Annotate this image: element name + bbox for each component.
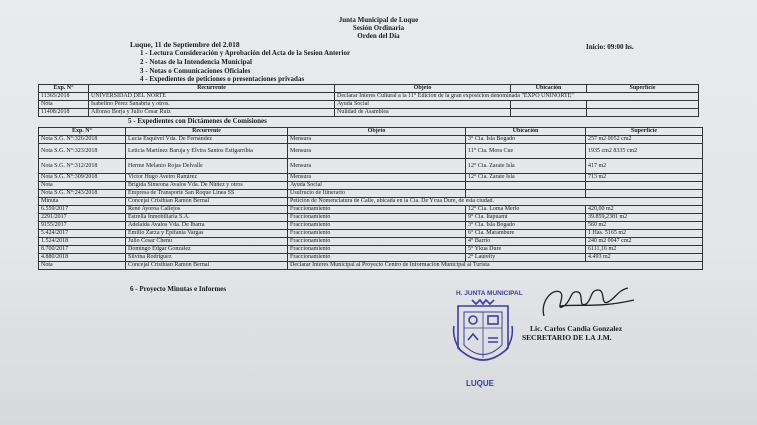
cell-objeto: Fraccionamiento — [288, 254, 466, 262]
cell-exp: Nota S.G. N°:326/2018 — [39, 136, 126, 144]
cell-ubicacion: 12° Cia. Zarate Isla — [466, 174, 586, 182]
cell-ubicacion: 12° Cia. Loma Merlo — [466, 206, 586, 214]
table-row — [39, 190, 703, 198]
cell-recurrente: Isabelino Pérez Sanabria y otros. — [89, 101, 335, 109]
table-row — [39, 136, 703, 144]
cell-ubicacion — [466, 190, 586, 198]
signatory-title: SECRETARIO DE LA J.M. — [522, 333, 612, 342]
cell-objeto: Fraccionamiento — [288, 230, 466, 238]
agenda-item-3: 3 - Notas o Comunicaciones Oficiales — [140, 67, 251, 75]
agenda-item-6: 6 - Proyecto Minutas e Informes — [130, 285, 227, 293]
table-header-row — [39, 85, 699, 93]
stamp-bottom-text: LUQUE — [466, 379, 494, 388]
table-row — [39, 214, 703, 222]
cell-superficie: 417 m2 — [586, 159, 703, 174]
cell-ubicacion: 3° Cia. Isla Bogado — [466, 222, 586, 230]
cell-ubicacion: 12° Cia. Zarate Isla — [466, 159, 586, 174]
table-row — [39, 182, 703, 190]
column-header: Exp. N° — [39, 128, 126, 136]
cell-objeto: Declarar Interes Cultural a la 11° Edicion de la gran exposicion denominada "EXPO UNINORTE" — [335, 93, 699, 101]
cell-objeto: Fraccionamiento — [288, 214, 466, 222]
session-type: Sesión Ordinaria — [352, 24, 405, 32]
column-header: Exp. N° — [39, 85, 89, 93]
cell-objeto: Mensura — [288, 136, 466, 144]
table-row — [39, 144, 703, 159]
cell-superficie: 560 m2 — [586, 222, 703, 230]
cell-objeto: Usufructo de Itinerario — [288, 190, 466, 198]
table-row — [39, 159, 703, 174]
agenda-item-5: 5 - Expedientes con Dictámenes de Comisiones — [128, 117, 267, 125]
cell-recurrente: Brigida Simeona Avalos Vda. De Núñez y otros — [126, 182, 288, 190]
cell-superficie: 6111,16 m2 — [586, 246, 703, 254]
cell-ubicacion — [466, 182, 586, 190]
column-header: Objeto — [288, 128, 466, 136]
cell-superficie: 39.859,2381 m2 — [586, 214, 703, 222]
cell-recurrente: Herme Melanio Rojas Delvalle — [126, 159, 288, 174]
table-row — [39, 238, 703, 246]
private-petitions-table — [38, 84, 699, 117]
agenda-item-1: 1 - Lectura Consideración y Aprobación del Acta de la Sesion Anterior — [140, 49, 351, 57]
cell-superficie: 4.493 m2 — [586, 254, 703, 262]
cell-objeto: Mensura — [288, 159, 466, 174]
table-row — [39, 262, 703, 270]
cell-exp: Nota S.G. N°:309/2018 — [39, 174, 126, 182]
cell-superficie — [586, 182, 703, 190]
table-row — [39, 230, 703, 238]
table-header-row — [39, 128, 703, 136]
cell-ubicacion: 6° Cia. Marambure — [466, 230, 586, 238]
cell-ubicacion: 5° Ykua Dure — [466, 246, 586, 254]
cell-superficie — [586, 190, 703, 198]
cell-recurrente: Emilio Zarza y Epifania Vargas — [126, 230, 288, 238]
column-header: Recurrente — [89, 85, 335, 93]
column-header: Superficie — [586, 128, 703, 136]
cell-objeto: Fraccionamiento — [288, 238, 466, 246]
cell-exp: Nota — [39, 262, 126, 270]
cell-recurrente: Concejal Cristhian Ramón Bernal — [126, 198, 288, 206]
cell-ubicacion: 4° Barrio — [466, 238, 586, 246]
agenda-item-4: 4 - Expedientes de peticiones o presentaciones privadas — [140, 75, 305, 83]
cell-recurrente: Empresa de Transporte San Roque Linea SS — [126, 190, 288, 198]
cell-exp: 1.524/2018 — [39, 238, 126, 246]
cell-objeto: Fraccionamiento — [288, 206, 466, 214]
cell-recurrente: UNIVERSIDAD DEL NORTE — [89, 93, 335, 101]
cell-exp: Nota — [39, 101, 89, 109]
table-row — [39, 101, 699, 109]
cell-objeto: Mensura — [288, 144, 466, 159]
cell-superficie: 240 m2 0047 cm2 — [586, 238, 703, 246]
column-header: Ubicación — [511, 85, 587, 93]
table-row — [39, 222, 703, 230]
cell-exp: Nota S.G. N°:312/2018 — [39, 159, 126, 174]
cell-objeto: Fraccionamiento — [288, 222, 466, 230]
cell-objeto: Fraccionamiento — [288, 246, 466, 254]
cell-objeto: Nulidad de Asamblea — [335, 109, 511, 117]
committee-reports-table — [38, 127, 703, 270]
cell-exp: Nota — [39, 182, 126, 190]
cell-ubicacion: 11° Cia. Mora Cue — [466, 144, 586, 159]
cell-exp: Nota S.G. N°:323/2018 — [39, 144, 126, 159]
cell-exp: 4.880/2018 — [39, 254, 126, 262]
table-row — [39, 254, 703, 262]
cell-superficie: 713 m2 — [586, 174, 703, 182]
column-header: Objeto — [335, 85, 511, 93]
cell-ubicacion: 9° Cia. Itapuami — [466, 214, 586, 222]
cell-objeto: Declarar Interes Municipal al Proyecto Centro de Información Municipal al Turista — [288, 262, 703, 270]
cell-recurrente: Julio Cesar Chenu — [126, 238, 288, 246]
document-heading: Junta Municipal de Luque — [338, 16, 419, 24]
handwritten-signature — [530, 282, 640, 322]
cell-exp: 11408/2018 — [39, 109, 89, 117]
cell-ubicacion: 3° Cia. Isla Bogado — [466, 136, 586, 144]
signatory-name: Lic. Carlos Candia Gonzalez — [530, 324, 623, 333]
cell-exp: 5.424/2017 — [39, 230, 126, 238]
cell-objeto: Ayuda Social — [288, 182, 466, 190]
cell-superficie: 1 Has. 5165 m2 — [586, 230, 703, 238]
municipal-seal-icon — [452, 296, 514, 378]
cell-exp: 9155/2017 — [39, 222, 126, 230]
cell-recurrente: Concejal Cristhian Ramón Bernal — [126, 262, 288, 270]
cell-exp: Nota S.G. N°:243/2018 — [39, 190, 126, 198]
cell-recurrente: Lucia Esquivel Vda. De Fernández — [126, 136, 288, 144]
table-row — [39, 206, 703, 214]
cell-objeto: Ayuda Social — [335, 101, 511, 109]
agenda-item-2: 2 - Notas de la Intendencia Municipal — [140, 58, 253, 66]
cell-recurrente: Estrella Inmobiliaria S.A. — [126, 214, 288, 222]
agenda-title: Orden del Día — [357, 32, 400, 40]
stamp-top-text: H. JUNTA MUNICIPAL — [456, 290, 523, 297]
cell-superficie: 1935 cm2 8335 cm2 — [586, 144, 703, 159]
cell-ubicacion — [511, 109, 587, 117]
cell-superficie: 420,00 m2 — [586, 206, 703, 214]
column-header: Recurrente — [126, 128, 288, 136]
cell-recurrente: René Ayoroa Callejos — [126, 206, 288, 214]
column-header: Superficie — [587, 85, 699, 93]
table-row — [39, 246, 703, 254]
table-row — [39, 198, 703, 206]
start-time: Inicio: 09:00 hs. — [586, 43, 634, 51]
cell-recurrente: Leticia Martínez Baruja y Elvira Santos Estigarribia — [126, 144, 288, 159]
cell-recurrente: Domingo Edgar González — [126, 246, 288, 254]
cell-recurrente: Alfonso Borja y Julio Cesar Ruiz — [89, 109, 335, 117]
table-row — [39, 109, 699, 117]
cell-recurrente: Silvina Rodriguez — [126, 254, 288, 262]
cell-ubicacion — [511, 101, 587, 109]
cell-exp: Minuta — [39, 198, 126, 206]
date-line: Luque, 11 de Septiembre del 2.018 — [130, 40, 240, 49]
table-row — [39, 93, 699, 101]
cell-objeto: Petición de Nomenclatura de Calle, ubicada en la Cia. De Ycua Dure, de esta ciudad. — [288, 198, 703, 206]
cell-recurrente: Adelaida Avalos Vda. De Ibarra — [126, 222, 288, 230]
cell-recurrente: Victor Hugo Aveiro Ramirez — [126, 174, 288, 182]
cell-objeto: Mensura — [288, 174, 466, 182]
column-header: Ubicación — [466, 128, 586, 136]
cell-exp: 8.700/2017 — [39, 246, 126, 254]
table-row — [39, 174, 703, 182]
cell-exp: 2291/2017 — [39, 214, 126, 222]
cell-superficie: 257 m2 0052 cm2 — [586, 136, 703, 144]
cell-exp: 11365/2018 — [39, 93, 89, 101]
cell-exp: 6.559/2017 — [39, 206, 126, 214]
cell-ubicacion: 2° Laurelty — [466, 254, 586, 262]
cell-superficie — [587, 101, 699, 109]
cell-superficie — [587, 109, 699, 117]
